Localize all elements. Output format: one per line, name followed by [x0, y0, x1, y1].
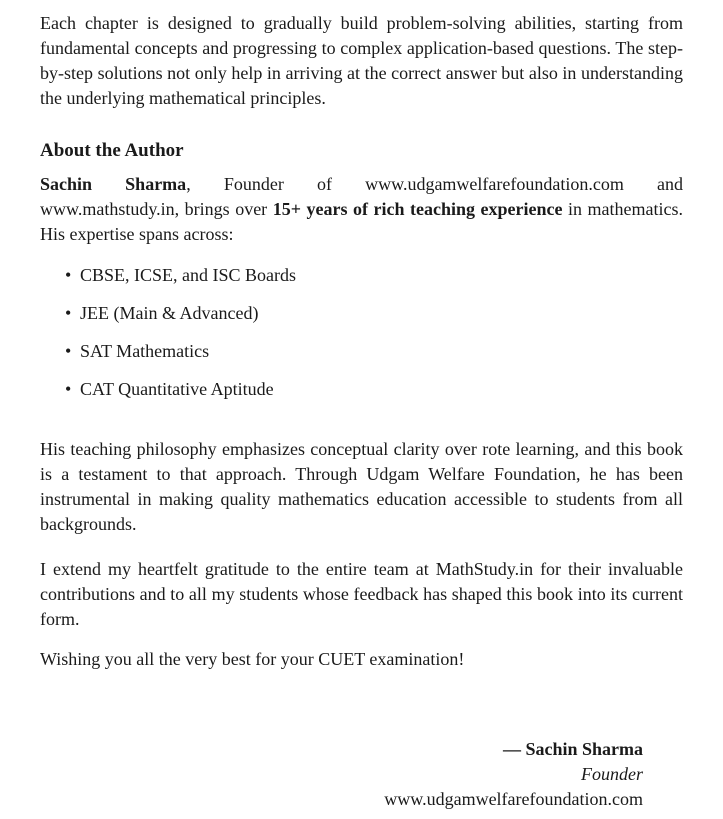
bullet-icon: • [65, 303, 72, 323]
philosophy-paragraph: His teaching philosophy emphasizes conceptual clarity over rote learning, and this book is a testament to that approach. Through Udgam Welfare Foundation, he has been instrumental in making quality mathematics education accessible to students from all backgrounds. [40, 439, 683, 534]
signature-block [40, 737, 643, 812]
signature-website: www.udgamwelfarefoundation.com [384, 789, 643, 809]
closing-line: Wishing you all the very best for your CUET examination! [40, 649, 465, 669]
signature-title: Founder [581, 764, 643, 784]
author-paragraph [40, 172, 683, 247]
intro-paragraph: Each chapter is designed to gradually build problem-solving abilities, starting from fundamental concepts and progressing to complex application-based questions. The step-by-step solutions not only help in arriving at the correct answer but also in understanding the underlying mathematical principles. [40, 13, 683, 108]
list-item [65, 377, 683, 402]
gratitude-paragraph: I extend my heartfelt gratitude to the entire team at MathStudy.in for their invaluable contributions and to all my students whose feedback has shaped this book into its current form. [40, 559, 683, 629]
bullet-icon: • [65, 341, 72, 361]
expertise-list [40, 263, 683, 402]
list-item [65, 263, 683, 288]
experience-highlight: 15+ years of rich teaching experience [272, 199, 563, 219]
bullet-icon: • [65, 265, 72, 285]
list-item [65, 301, 683, 326]
list-item-label: SAT Mathematics [80, 341, 210, 361]
author-text-segment-2: in mathematics. His expertise spans across: [40, 199, 683, 244]
list-item-label: JEE (Main & Advanced) [80, 303, 259, 323]
signature-name: — Sachin Sharma [502, 739, 643, 759]
list-item [65, 339, 683, 364]
list-item-label: CAT Quantitative Aptitude [80, 379, 274, 399]
about-author-heading: About the Author [40, 140, 184, 161]
author-text-segment-1: , Founder of www.udgamwelfarefoundation.com and www.mathstudy.in, brings over [40, 174, 684, 219]
bullet-icon: • [65, 379, 72, 399]
author-name: Sachin Sharma [40, 174, 187, 194]
list-item-label: CBSE, ICSE, and ISC Boards [80, 265, 297, 285]
